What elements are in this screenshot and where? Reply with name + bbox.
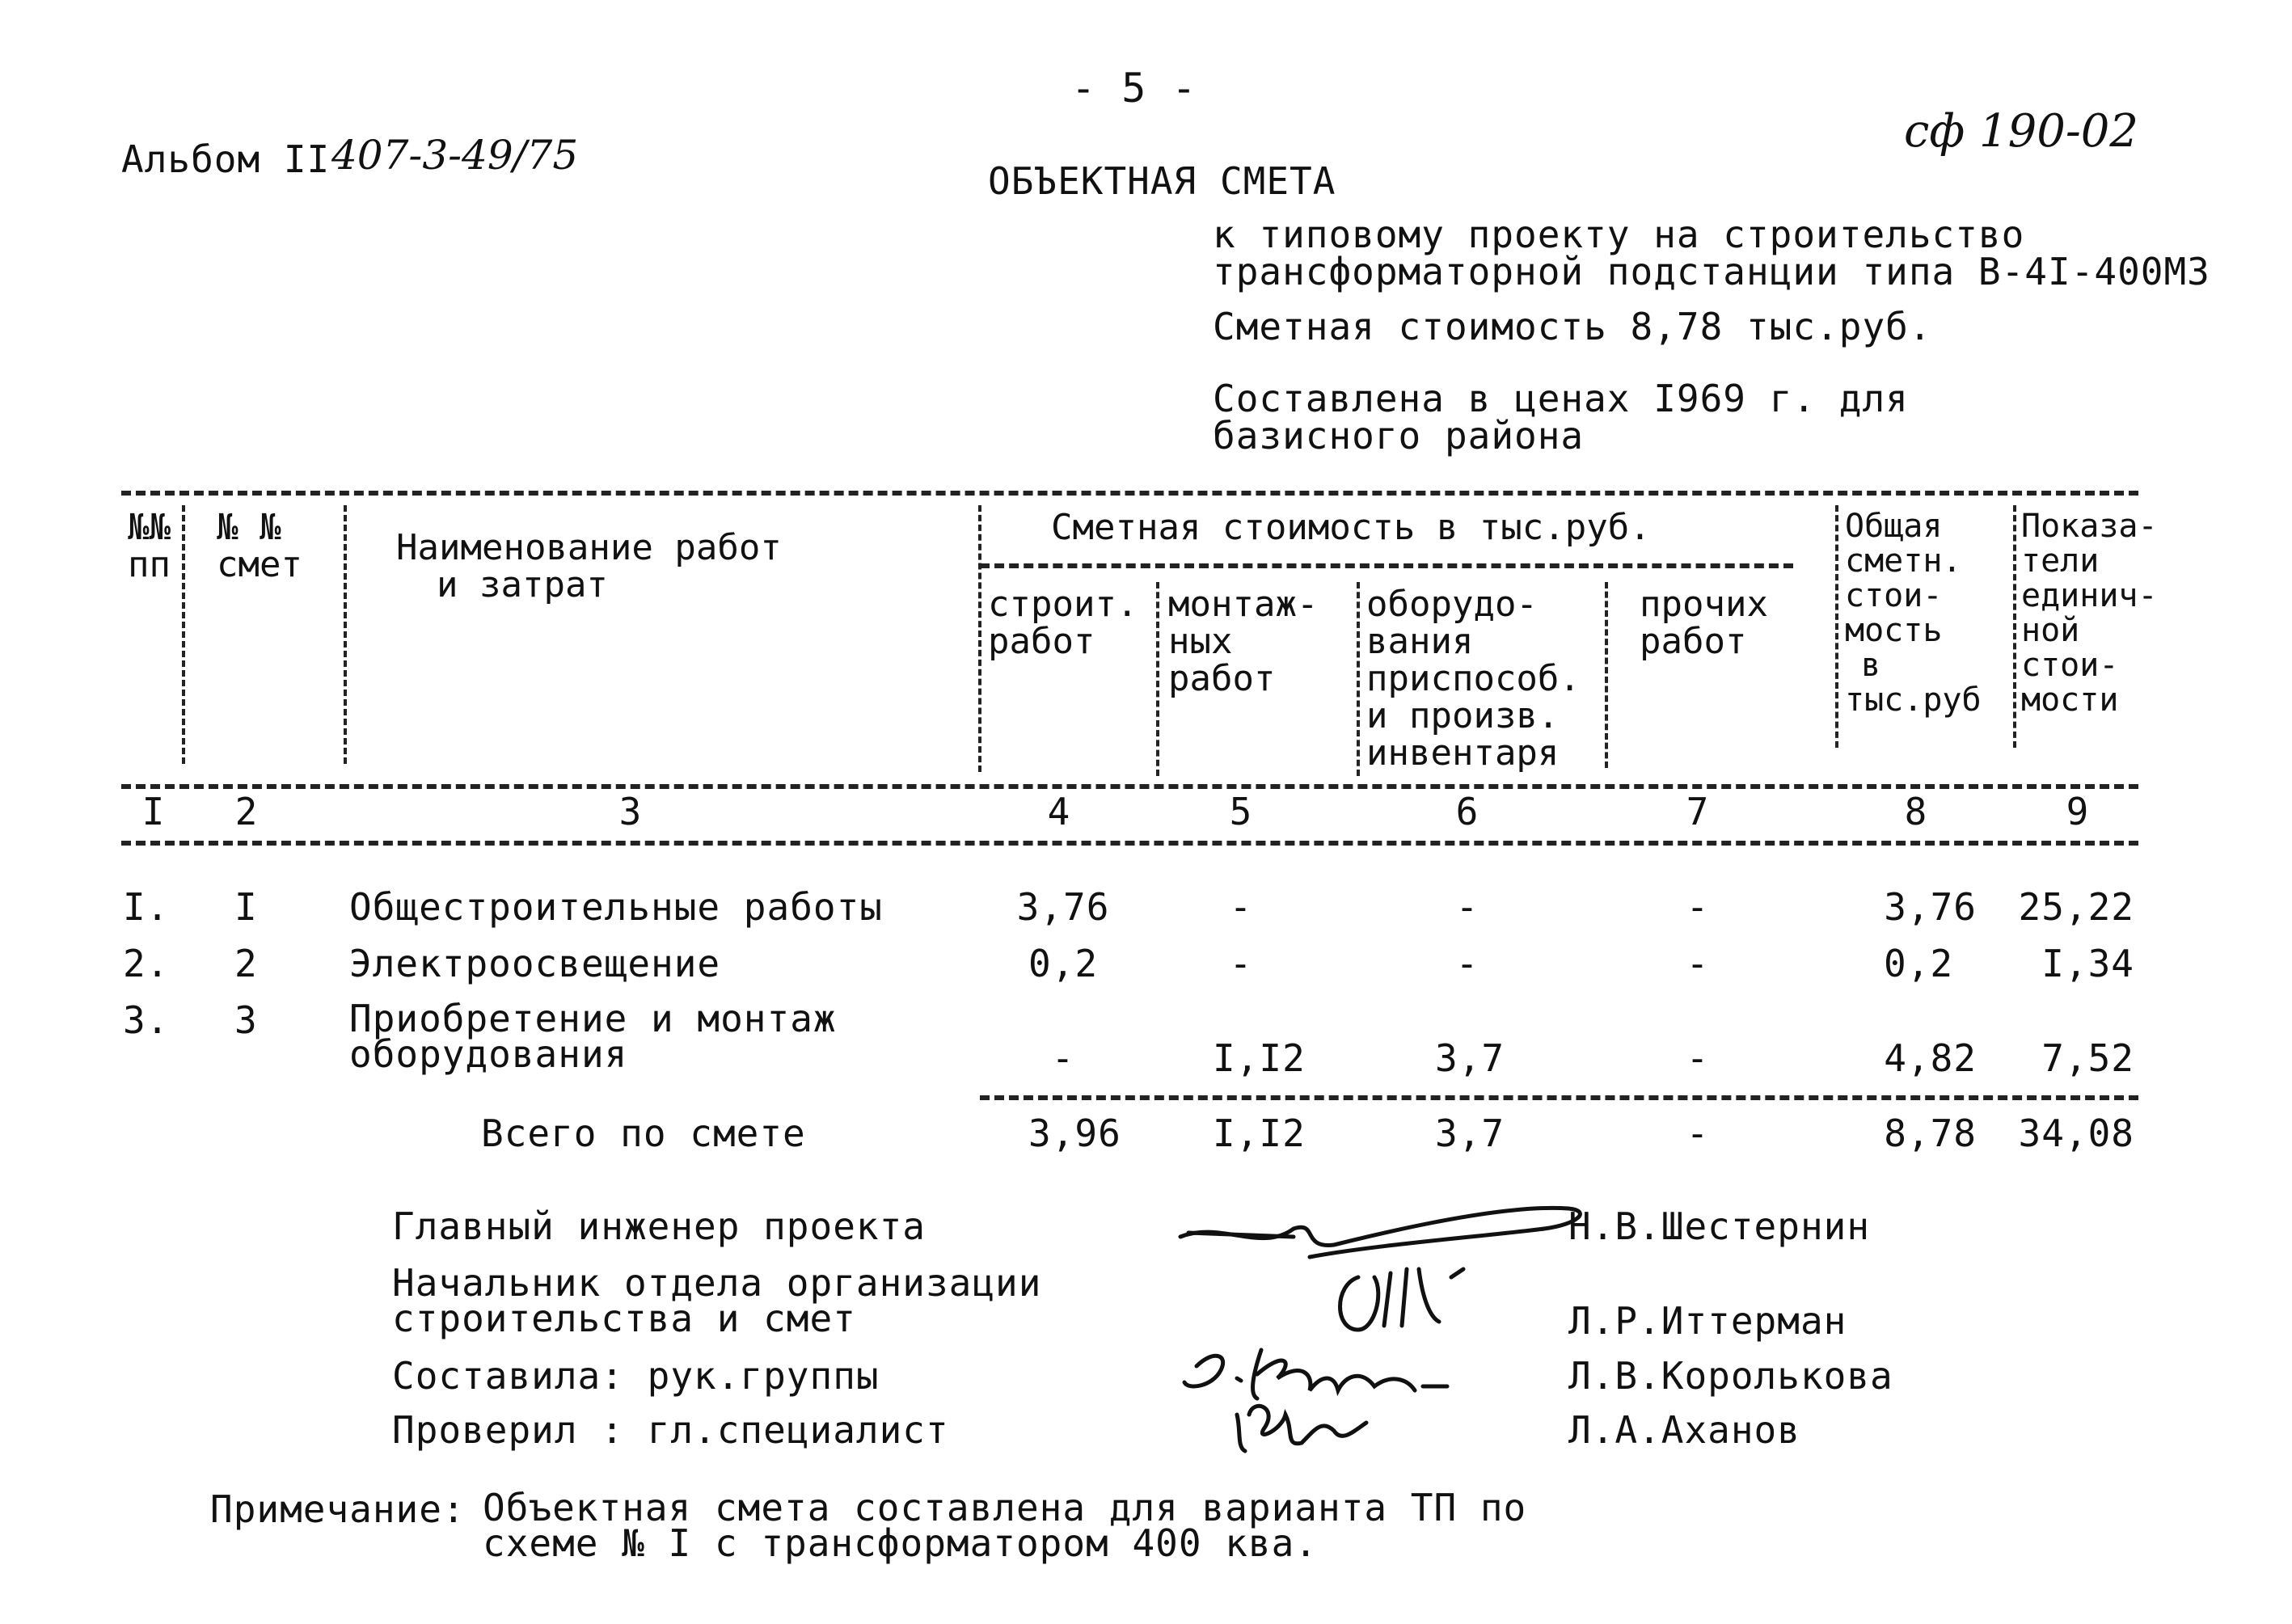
header-text: смет — [217, 544, 302, 585]
header-text: стои- — [1845, 577, 1943, 614]
column-number: 6 — [1455, 790, 1479, 833]
note-text — [483, 1486, 1527, 1565]
signature-role: Главный инженер проекта — [392, 1204, 926, 1248]
total-rule — [980, 1095, 2138, 1100]
signer-name: Н.В.Шестернин — [1568, 1204, 1871, 1248]
estimated-cost: Сметная стоимость 8,78 тыс.руб. — [1213, 305, 1932, 348]
header-text: единич- — [2021, 577, 2158, 614]
col-separator — [1605, 582, 1608, 768]
group-rule — [980, 563, 1793, 568]
document-title: ОБЪЕКТНАЯ СМЕТА — [988, 159, 1336, 203]
signature-role-line: Начальник отдела организации — [392, 1261, 1042, 1305]
header-text: Показа- — [2021, 508, 2158, 545]
header-text: и произв. — [1366, 695, 1560, 736]
col-separator — [344, 505, 347, 764]
prices-basis — [1213, 377, 1909, 458]
header-group: Сметная стоимость в тыс.руб. — [1051, 507, 1651, 548]
signature-role: Проверил : гл.специалист — [392, 1408, 949, 1452]
row-c9: 25,22 — [2018, 885, 2134, 929]
header-text: пп — [128, 544, 171, 585]
signature-role: Составила: рук.группы — [392, 1354, 880, 1398]
header-text: сметн. — [1845, 542, 1962, 580]
col-separator — [182, 505, 185, 764]
column-number: 7 — [1686, 790, 1710, 833]
row-c8: 0,2 — [1884, 942, 1954, 985]
total-c8: 8,78 — [1884, 1111, 1977, 1155]
signer-name: Л.В.Королькова — [1568, 1354, 1893, 1398]
header-text: работ — [1640, 621, 1747, 662]
header-text: мости — [2021, 681, 2119, 719]
row-name — [349, 997, 837, 1076]
row-c6: 3,7 — [1435, 1036, 1505, 1080]
col-separator — [1357, 582, 1360, 776]
prices-basis-line: Составлена в ценах I969 г. для — [1213, 377, 1909, 420]
row-c9: 7,52 — [2041, 1036, 2134, 1080]
row-c5: - — [1229, 942, 1253, 985]
header-col-7 — [1640, 586, 1768, 660]
signer-name: Л.Р.Иттерман — [1568, 1299, 1847, 1343]
row-c5: - — [1229, 885, 1253, 929]
row-smeta: I — [234, 885, 258, 929]
row-number: 2. — [123, 942, 170, 985]
row-smeta: 3 — [234, 998, 258, 1042]
header-text: № № — [217, 507, 281, 548]
header-text: оборудо- — [1366, 584, 1538, 625]
signer-name: Л.А.Аханов — [1568, 1408, 1800, 1452]
header-text: тели — [2021, 542, 2100, 580]
column-number: 9 — [2066, 790, 2090, 833]
header-text: работ — [988, 621, 1095, 662]
prices-basis-line: базисного района — [1213, 414, 1585, 458]
header-col-4 — [988, 586, 1138, 660]
total-c4: 3,96 — [1028, 1111, 1121, 1155]
column-number: 5 — [1229, 790, 1253, 833]
subtitle-line: к типовому проекту на строительство — [1213, 213, 2025, 256]
header-rule — [121, 784, 2138, 789]
row-c9: I,34 — [2041, 942, 2134, 985]
row-c7: - — [1686, 942, 1710, 985]
page-number: - 5 - — [1071, 65, 1197, 112]
header-col-6 — [1366, 586, 1581, 772]
total-label: Всего по смете — [481, 1111, 806, 1155]
column-number: 3 — [618, 790, 643, 833]
header-text: вания — [1366, 621, 1474, 662]
header-col-9 — [2021, 509, 2158, 718]
row-c7: - — [1686, 1036, 1710, 1080]
header-text: в — [1861, 647, 1881, 684]
col-separator — [1156, 582, 1159, 776]
row-number: 3. — [123, 998, 170, 1042]
row-c6: - — [1455, 885, 1479, 929]
column-number: 2 — [234, 790, 259, 833]
note-line: Объектная смета составлена для варианта ТП по — [483, 1486, 1527, 1529]
header-text: стои- — [2021, 647, 2119, 684]
total-c6: 3,7 — [1435, 1111, 1505, 1155]
signature-role-line: строительства и смет — [392, 1297, 856, 1340]
col-separator — [2013, 505, 2016, 748]
header-text: прочих — [1640, 584, 1768, 625]
header-text: №№ — [128, 507, 171, 548]
header-text: мость — [1845, 612, 1943, 649]
row-c4: 0,2 — [1028, 942, 1099, 985]
header-text: и затрат — [437, 564, 608, 605]
total-c5: I,I2 — [1213, 1111, 1306, 1155]
row-number: I. — [123, 885, 170, 929]
row-c5: I,I2 — [1213, 1036, 1306, 1080]
row-name-line: Приобретение и монтаж — [349, 997, 837, 1040]
column-number: I — [141, 790, 166, 833]
subtitle-line: трансформаторной подстанции типа В-4I-400М3 — [1213, 250, 2210, 293]
col-separator — [1835, 505, 1838, 748]
total-c9: 34,08 — [2018, 1111, 2134, 1155]
header-text: строит. — [988, 584, 1138, 625]
row-c6: - — [1455, 942, 1479, 985]
header-text: работ — [1168, 658, 1276, 699]
header-col-8 — [1845, 509, 1982, 718]
handwritten-signatures — [1172, 1188, 1593, 1455]
header-col-2 — [217, 509, 302, 584]
row-name: Электроосвещение — [349, 942, 721, 985]
header-text: монтаж- — [1168, 584, 1319, 625]
note-label: Примечание: — [210, 1487, 466, 1531]
header-text: Наименование работ — [396, 527, 782, 568]
header-text: ных — [1168, 621, 1233, 662]
column-number: 8 — [1904, 790, 1928, 833]
signature-role — [392, 1261, 1042, 1340]
header-col-1 — [128, 509, 171, 584]
header-text: Общая — [1845, 508, 1943, 545]
row-c4: - — [1051, 1036, 1075, 1080]
column-number: 4 — [1047, 790, 1071, 833]
row-name: Общестроительные работы — [349, 885, 883, 929]
header-col-3 — [396, 529, 782, 604]
table-top-rule — [121, 491, 2138, 496]
header-text: ной — [2021, 612, 2080, 649]
total-c7: - — [1686, 1111, 1710, 1155]
row-name-line: оборудования — [349, 1032, 628, 1076]
album-number: 407-3-49/75 — [331, 132, 579, 179]
archive-stamp: сф 190-02 — [1904, 105, 2139, 158]
header-text: тыс.руб — [1845, 681, 1982, 719]
row-c8: 3,76 — [1884, 885, 1977, 929]
document-subtitle — [1213, 213, 2210, 293]
album-label: Альбом II — [121, 137, 331, 181]
row-smeta: 2 — [234, 942, 258, 985]
row-c8: 4,82 — [1884, 1036, 1977, 1080]
row-c4: 3,76 — [1016, 885, 1110, 929]
col-separator — [978, 505, 981, 772]
numbers-rule — [121, 841, 2138, 846]
header-text: приспособ. — [1366, 658, 1581, 699]
header-text: инвентаря — [1366, 732, 1560, 774]
row-c7: - — [1686, 885, 1710, 929]
header-col-5 — [1168, 586, 1318, 698]
note-line: схеме № I с трансформатором 400 ква. — [483, 1521, 1318, 1565]
